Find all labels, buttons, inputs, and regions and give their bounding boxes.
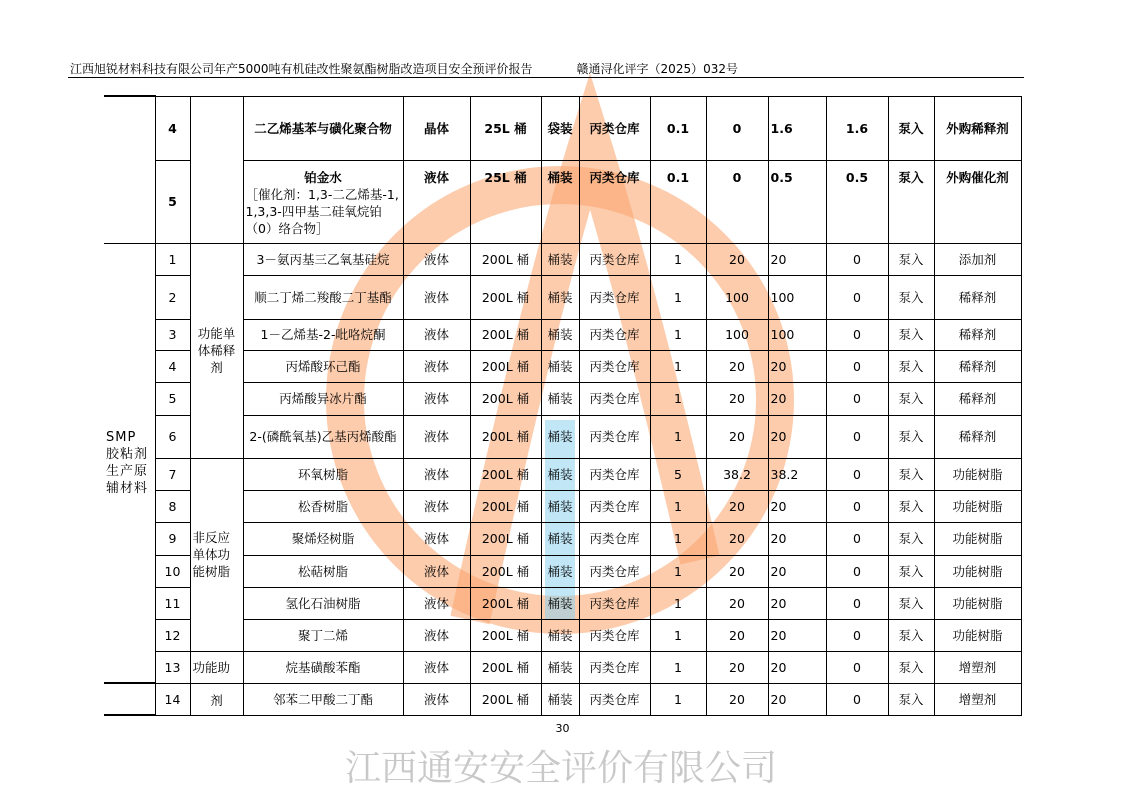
- cell-mode: 泵入: [888, 243, 934, 275]
- cell-note: 稀释剂: [934, 350, 1021, 382]
- cell-store: 丙类仓库: [579, 651, 650, 683]
- running-header: [70, 60, 738, 77]
- cell-c4: 0: [826, 243, 888, 275]
- cell-store: 丙类仓库: [579, 350, 650, 382]
- material-name-text: 烷基磺酸苯酯: [285, 659, 361, 675]
- cell-store: 丙类仓库: [579, 522, 650, 555]
- watermark-text: 江西通安安全评价有限公司: [344, 748, 778, 789]
- cell-note: 功能树脂: [934, 587, 1021, 619]
- cell-c2: 20: [706, 587, 768, 619]
- cell-note: 稀释剂: [934, 382, 1021, 415]
- cell-mode: 泵入: [888, 160, 934, 243]
- cell-mode: 泵入: [888, 587, 934, 619]
- cell-c2: 100: [706, 319, 768, 350]
- cell-size: 200L 桶: [470, 651, 541, 683]
- cell-size: 200L 桶: [470, 350, 541, 382]
- cell-store: 丙类仓库: [579, 587, 650, 619]
- cell-c2: 20: [706, 490, 768, 522]
- cell-c2: 20: [706, 382, 768, 415]
- cell-store: 丙类仓库: [579, 619, 650, 651]
- cell-c3: 100: [768, 275, 826, 319]
- category-cell: [104, 96, 155, 243]
- cell-c4: 0: [826, 651, 888, 683]
- cell-state: 液体: [403, 243, 470, 275]
- cell-c1: 1: [650, 587, 706, 619]
- cell-c2: 20: [706, 651, 768, 683]
- cell-c3: 20: [768, 587, 826, 619]
- cell-state: 液体: [403, 458, 470, 490]
- material-name: [243, 619, 403, 651]
- row-number: 9: [155, 522, 190, 555]
- cell-pack: 桶装: [541, 160, 579, 243]
- cell-c1: 1: [650, 683, 706, 715]
- cell-pack: 桶装: [541, 555, 579, 587]
- cell-store: 丙类仓库: [579, 275, 650, 319]
- cell-c2: 100: [706, 275, 768, 319]
- cell-mode: 泵入: [888, 490, 934, 522]
- table-row: [104, 243, 1021, 275]
- cell-c4: 0: [826, 522, 888, 555]
- table-row: [104, 683, 1021, 715]
- cell-size: 200L 桶: [470, 587, 541, 619]
- cell-note: 功能树脂: [934, 619, 1021, 651]
- header-rule: [68, 77, 1024, 78]
- cell-state: 液体: [403, 415, 470, 458]
- row-number: 7: [155, 458, 190, 490]
- cell-pack: 桶装: [541, 243, 579, 275]
- cell-c4: 0: [826, 683, 888, 715]
- cell-pack: 桶装: [541, 587, 579, 619]
- cell-note: 功能树脂: [934, 555, 1021, 587]
- cell-c2: 20: [706, 415, 768, 458]
- cell-size: 200L 桶: [470, 382, 541, 415]
- table-row: [104, 458, 1021, 490]
- cell-c2: 0: [706, 96, 768, 160]
- material-name-text: 铂金水: [304, 169, 342, 185]
- cell-mode: 泵入: [888, 683, 934, 715]
- material-name: [243, 96, 403, 160]
- cell-mode: 泵入: [888, 555, 934, 587]
- cell-state: 晶体: [403, 96, 470, 160]
- material-name-text: 丙烯酸环己酯: [285, 358, 361, 374]
- category-cell: SMP 胶粘剂生产原辅材料: [104, 243, 155, 683]
- cell-pack: 桶装: [541, 619, 579, 651]
- material-name-text: 2-(磷酰氧基)乙基丙烯酸酯: [249, 429, 397, 444]
- cell-note: 稀释剂: [934, 415, 1021, 458]
- cell-note: 功能树脂: [934, 522, 1021, 555]
- row-number: 10: [155, 555, 190, 587]
- cell-c3: 20: [768, 555, 826, 587]
- cell-note: 稀释剂: [934, 275, 1021, 319]
- report-title: 江西旭锐材料科技有限公司年产5000吨有机硅改性聚氨酯树脂改造项目安全预评价报告: [70, 62, 533, 76]
- cell-c1: 1: [650, 275, 706, 319]
- cell-size: 200L 桶: [470, 619, 541, 651]
- cell-c1: 1: [650, 319, 706, 350]
- cell-note: 功能树脂: [934, 458, 1021, 490]
- cell-mode: 泵入: [888, 382, 934, 415]
- table-row: [104, 96, 1021, 160]
- cell-size: 25L 桶: [470, 160, 541, 243]
- cell-mode: 泵入: [888, 651, 934, 683]
- cell-state: 液体: [403, 683, 470, 715]
- cell-c1: 1: [650, 350, 706, 382]
- material-name-text: 环氧树脂: [297, 466, 348, 482]
- material-name-text: 松香树脂: [297, 498, 348, 514]
- material-name: [243, 160, 403, 243]
- table-area: [104, 95, 1021, 735]
- cell-note: 功能树脂: [934, 490, 1021, 522]
- cell-store: 丙类仓库: [579, 96, 650, 160]
- cell-c1: 1: [650, 382, 706, 415]
- cell-note: 外购稀释剂: [934, 96, 1021, 160]
- material-name: [243, 683, 403, 715]
- cell-store: 丙类仓库: [579, 160, 650, 243]
- category-cell: [104, 683, 155, 715]
- materials-table: [104, 95, 1022, 716]
- material-name: [243, 522, 403, 555]
- material-name-text: 松萜树脂: [297, 563, 348, 579]
- cell-size: 200L 桶: [470, 522, 541, 555]
- cell-c4: 1.6: [826, 96, 888, 160]
- cell-store: 丙类仓库: [579, 555, 650, 587]
- cell-size: 200L 桶: [470, 683, 541, 715]
- cell-c4: 0: [826, 382, 888, 415]
- row-number: 8: [155, 490, 190, 522]
- cell-c2: 20: [706, 619, 768, 651]
- subcategory-cell: 剂: [190, 683, 243, 715]
- material-name-text: 顺二丁烯二羧酸二丁基酯: [254, 289, 392, 305]
- cell-size: 200L 桶: [470, 275, 541, 319]
- material-name-text: 二乙烯基苯与磺化聚合物: [254, 120, 392, 136]
- cell-state: 液体: [403, 490, 470, 522]
- cell-note: 增塑剂: [934, 651, 1021, 683]
- cell-size: 200L 桶: [470, 243, 541, 275]
- cell-c1: 0.1: [650, 160, 706, 243]
- cell-c1: 1: [650, 522, 706, 555]
- row-number: 6: [155, 415, 190, 458]
- cell-pack: 桶装: [541, 683, 579, 715]
- material-name: [243, 243, 403, 275]
- material-name: [243, 275, 403, 319]
- row-number: 14: [155, 683, 190, 715]
- cell-mode: 泵入: [888, 458, 934, 490]
- cell-mode: 泵入: [888, 522, 934, 555]
- subcategory-cell: 功能单体稀释剂: [190, 243, 243, 458]
- cell-pack: 桶装: [541, 415, 579, 458]
- material-name-text: 聚丁二烯: [297, 627, 348, 643]
- material-name-text: 邻苯二甲酸二丁酯: [272, 691, 373, 707]
- cell-c4: 0: [826, 275, 888, 319]
- cell-store: 丙类仓库: [579, 382, 650, 415]
- material-name-text: 3－氨丙基三乙氧基硅烷: [256, 251, 390, 267]
- cell-store: 丙类仓库: [579, 415, 650, 458]
- material-name-text: 1－乙烯基-2-吡咯烷酮: [260, 327, 386, 342]
- cell-pack: 桶装: [541, 350, 579, 382]
- row-number: 11: [155, 587, 190, 619]
- cell-c2: 38.2: [706, 458, 768, 490]
- cell-c4: 0: [826, 555, 888, 587]
- cell-c3: 20: [768, 243, 826, 275]
- cell-mode: 泵入: [888, 275, 934, 319]
- cell-size: 200L 桶: [470, 458, 541, 490]
- cell-c4: 0: [826, 490, 888, 522]
- cell-c4: 0: [826, 350, 888, 382]
- cell-state: 液体: [403, 619, 470, 651]
- material-name: [243, 490, 403, 522]
- cell-state: 液体: [403, 651, 470, 683]
- cell-pack: 袋装: [541, 96, 579, 160]
- material-name: [243, 415, 403, 458]
- cell-c1: 1: [650, 555, 706, 587]
- cell-c3: 38.2: [768, 458, 826, 490]
- cell-mode: 泵入: [888, 350, 934, 382]
- cell-state: 液体: [403, 160, 470, 243]
- material-name: [243, 319, 403, 350]
- cell-state: 液体: [403, 319, 470, 350]
- cell-c1: 1: [650, 490, 706, 522]
- cell-pack: 桶装: [541, 458, 579, 490]
- cell-c1: 1: [650, 619, 706, 651]
- cell-c3: 20: [768, 350, 826, 382]
- cell-c3: 20: [768, 619, 826, 651]
- cell-c3: 20: [768, 382, 826, 415]
- cell-c3: 20: [768, 490, 826, 522]
- cell-c4: 0.5: [826, 160, 888, 243]
- material-name-detail: ［催化剂：1,3-二乙烯基-1,1,3,3-四甲基二硅氧烷铂（0）络合物］: [245, 186, 399, 236]
- material-name-text: 丙烯酸异冰片酯: [279, 391, 367, 406]
- cell-c2: 20: [706, 522, 768, 555]
- cell-c2: 20: [706, 555, 768, 587]
- cell-c3: 20: [768, 415, 826, 458]
- cell-store: 丙类仓库: [579, 458, 650, 490]
- cell-state: 液体: [403, 522, 470, 555]
- row-number: 5: [155, 160, 190, 243]
- cell-c1: 1: [650, 415, 706, 458]
- cell-size: 200L 桶: [470, 555, 541, 587]
- cell-size: 200L 桶: [470, 490, 541, 522]
- row-number: 2: [155, 275, 190, 319]
- cell-pack: 桶装: [541, 275, 579, 319]
- material-name: [243, 458, 403, 490]
- page-number: 30: [555, 722, 570, 735]
- cell-mode: 泵入: [888, 319, 934, 350]
- material-name: [243, 651, 403, 683]
- cell-store: 丙类仓库: [579, 319, 650, 350]
- cell-c3: 0.5: [768, 160, 826, 243]
- subcategory-cell: 非反应单体功能树脂: [190, 458, 243, 651]
- cell-pack: 桶装: [541, 522, 579, 555]
- cell-c3: 20: [768, 683, 826, 715]
- cell-c1: 1: [650, 651, 706, 683]
- cell-store: 丙类仓库: [579, 243, 650, 275]
- cell-c4: 0: [826, 319, 888, 350]
- row-number: 3: [155, 319, 190, 350]
- cell-size: 200L 桶: [470, 415, 541, 458]
- cell-c3: 100: [768, 319, 826, 350]
- material-name: [243, 555, 403, 587]
- row-number: 4: [155, 350, 190, 382]
- cell-c4: 0: [826, 415, 888, 458]
- cell-pack: 桶装: [541, 382, 579, 415]
- cell-state: 液体: [403, 275, 470, 319]
- material-name: [243, 587, 403, 619]
- cell-mode: 泵入: [888, 415, 934, 458]
- cell-c1: 1: [650, 243, 706, 275]
- cell-pack: 桶装: [541, 490, 579, 522]
- material-name-text: 聚烯烃树脂: [291, 531, 355, 546]
- cell-mode: 泵入: [888, 619, 934, 651]
- cell-c2: 0: [706, 160, 768, 243]
- material-name: [243, 382, 403, 415]
- cell-state: 液体: [403, 587, 470, 619]
- cell-c2: 20: [706, 683, 768, 715]
- cell-size: 200L 桶: [470, 319, 541, 350]
- cell-note: 稀释剂: [934, 319, 1021, 350]
- cell-note: 外购催化剂: [934, 160, 1021, 243]
- subcategory-cell: 功能助: [190, 651, 243, 683]
- row-number: 1: [155, 243, 190, 275]
- cell-state: 液体: [403, 382, 470, 415]
- cell-c2: 20: [706, 350, 768, 382]
- table-row: [104, 651, 1021, 683]
- cell-pack: 桶装: [541, 651, 579, 683]
- cell-c4: 0: [826, 619, 888, 651]
- cell-size: 25L 桶: [470, 96, 541, 160]
- cell-mode: 泵入: [888, 96, 934, 160]
- subcategory-cell: [190, 96, 243, 243]
- row-number: 12: [155, 619, 190, 651]
- cell-note: 增塑剂: [934, 683, 1021, 715]
- cell-c1: 5: [650, 458, 706, 490]
- cell-store: 丙类仓库: [579, 683, 650, 715]
- cell-c1: 0.1: [650, 96, 706, 160]
- cell-state: 液体: [403, 350, 470, 382]
- cell-c2: 20: [706, 243, 768, 275]
- row-number: 4: [155, 96, 190, 160]
- material-name-text: 氢化石油树脂: [285, 595, 361, 611]
- cell-state: 液体: [403, 555, 470, 587]
- material-name: [243, 350, 403, 382]
- cell-c4: 0: [826, 458, 888, 490]
- cell-pack: 桶装: [541, 319, 579, 350]
- cell-store: 丙类仓库: [579, 490, 650, 522]
- document-number: 赣通浔化评字（2025）032号: [576, 62, 738, 76]
- row-number: 5: [155, 382, 190, 415]
- cell-c4: 0: [826, 587, 888, 619]
- row-number: 13: [155, 651, 190, 683]
- cell-note: 添加剂: [934, 243, 1021, 275]
- cell-c3: 1.6: [768, 96, 826, 160]
- cell-c3: 20: [768, 651, 826, 683]
- cell-c3: 20: [768, 522, 826, 555]
